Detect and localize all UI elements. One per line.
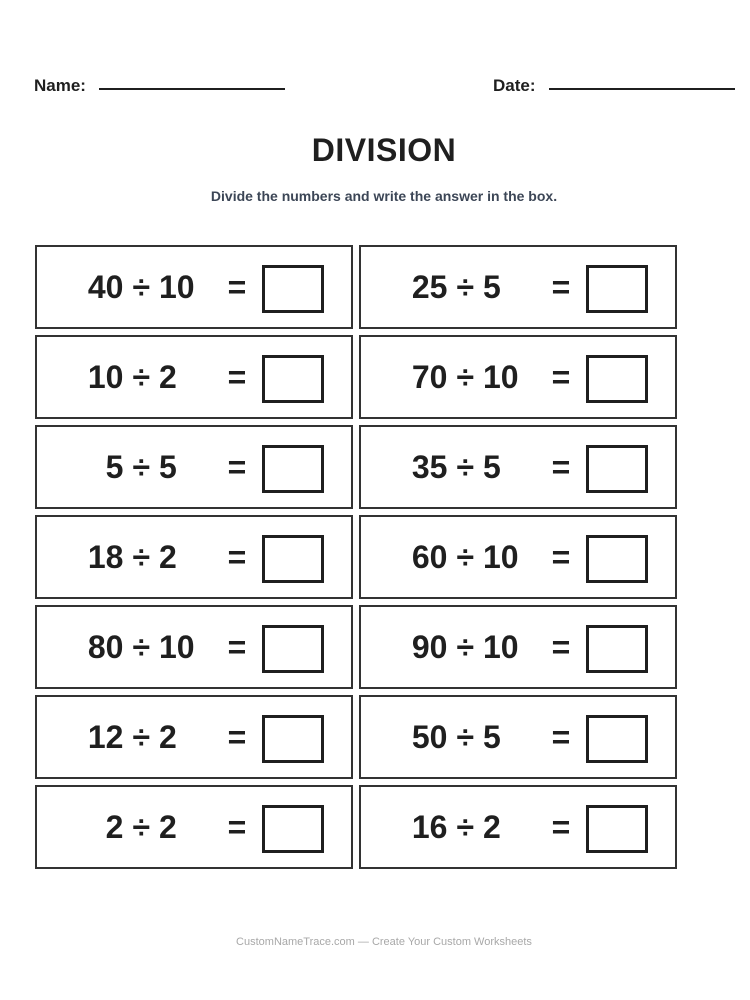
date-field[interactable] xyxy=(493,76,735,96)
name-line[interactable] xyxy=(99,88,285,90)
division-sign: ÷ xyxy=(456,359,474,395)
division-sign: ÷ xyxy=(456,629,474,665)
divisor: 2 xyxy=(159,719,177,755)
answer-box[interactable] xyxy=(586,445,648,493)
problem-expression xyxy=(361,427,521,507)
problem-cell xyxy=(35,695,353,779)
dividend: 18 xyxy=(87,539,124,575)
date-label: Date: xyxy=(493,76,536,95)
division-sign: ÷ xyxy=(456,539,474,575)
answer-box[interactable] xyxy=(262,535,324,583)
problem-expression xyxy=(361,697,521,777)
equals-sign: = xyxy=(227,539,247,575)
answer-box[interactable] xyxy=(262,355,324,403)
dividend: 70 xyxy=(411,359,448,395)
division-sign: ÷ xyxy=(132,629,150,665)
problem-cell xyxy=(359,425,677,509)
division-sign: ÷ xyxy=(456,269,474,305)
problem-expression xyxy=(37,697,197,777)
equals-sign: = xyxy=(227,449,247,485)
problem-cell xyxy=(359,245,677,329)
dividend: 60 xyxy=(411,539,448,575)
dividend: 40 xyxy=(87,269,124,305)
problem-cell xyxy=(35,335,353,419)
problem-expression xyxy=(361,787,521,867)
problem-expression xyxy=(37,787,197,867)
dividend: 10 xyxy=(87,359,124,395)
divisor: 5 xyxy=(159,449,177,485)
problem-expression xyxy=(361,337,521,417)
division-sign: ÷ xyxy=(456,449,474,485)
division-sign: ÷ xyxy=(132,719,150,755)
problem-cell xyxy=(359,695,677,779)
divisor: 5 xyxy=(483,269,501,305)
equals-sign: = xyxy=(551,809,571,845)
divisor: 10 xyxy=(159,269,195,305)
problem-cell xyxy=(35,785,353,869)
division-sign: ÷ xyxy=(132,359,150,395)
dividend: 2 xyxy=(105,809,124,845)
division-sign: ÷ xyxy=(132,449,150,485)
equals-sign: = xyxy=(227,719,247,755)
divisor: 10 xyxy=(483,539,519,575)
division-sign: ÷ xyxy=(456,719,474,755)
problem-expression xyxy=(37,337,197,417)
division-sign: ÷ xyxy=(132,539,150,575)
dividend: 50 xyxy=(411,719,448,755)
divisor: 2 xyxy=(483,809,501,845)
problem-cell xyxy=(35,245,353,329)
answer-box[interactable] xyxy=(262,625,324,673)
answer-box[interactable] xyxy=(586,535,648,583)
equals-sign: = xyxy=(227,809,247,845)
dividend: 90 xyxy=(411,629,448,665)
equals-sign: = xyxy=(551,449,571,485)
divisor: 5 xyxy=(483,449,501,485)
equals-sign: = xyxy=(227,359,247,395)
division-sign: ÷ xyxy=(132,269,150,305)
answer-box[interactable] xyxy=(262,265,324,313)
dividend: 80 xyxy=(87,629,124,665)
equals-sign: = xyxy=(227,269,247,305)
problem-cell xyxy=(359,605,677,689)
equals-sign: = xyxy=(227,629,247,665)
equals-sign: = xyxy=(551,719,571,755)
divisor: 2 xyxy=(159,539,177,575)
problem-expression xyxy=(361,607,521,687)
answer-box[interactable] xyxy=(586,805,648,853)
problem-expression xyxy=(37,247,197,327)
problem-cell xyxy=(35,425,353,509)
problem-expression xyxy=(361,517,521,597)
equals-sign: = xyxy=(551,629,571,665)
problem-expression xyxy=(361,247,521,327)
divisor: 10 xyxy=(483,629,519,665)
answer-box[interactable] xyxy=(586,265,648,313)
answer-box[interactable] xyxy=(586,715,648,763)
divisor: 2 xyxy=(159,809,177,845)
problem-cell xyxy=(35,515,353,599)
divisor: 10 xyxy=(483,359,519,395)
problem-cell xyxy=(359,515,677,599)
answer-box[interactable] xyxy=(586,625,648,673)
divisor: 2 xyxy=(159,359,177,395)
name-label: Name: xyxy=(34,76,86,95)
dividend: 5 xyxy=(105,449,124,485)
equals-sign: = xyxy=(551,539,571,575)
dividend: 12 xyxy=(87,719,124,755)
problem-cell xyxy=(35,605,353,689)
problem-cell xyxy=(359,785,677,869)
problem-expression xyxy=(37,427,197,507)
problem-expression xyxy=(37,517,197,597)
problem-cell xyxy=(359,335,677,419)
dividend: 25 xyxy=(411,269,448,305)
divisor: 5 xyxy=(483,719,501,755)
answer-box[interactable] xyxy=(262,715,324,763)
equals-sign: = xyxy=(551,269,571,305)
name-field[interactable] xyxy=(34,76,285,96)
date-line[interactable] xyxy=(549,88,735,90)
dividend: 16 xyxy=(411,809,448,845)
worksheet-instructions: Divide the numbers and write the answer in the box. xyxy=(210,188,558,204)
answer-box[interactable] xyxy=(262,445,324,493)
equals-sign: = xyxy=(551,359,571,395)
division-sign: ÷ xyxy=(456,809,474,845)
answer-box[interactable] xyxy=(586,355,648,403)
worksheet-title: DIVISION xyxy=(311,132,457,168)
footer-credit: CustomNameTrace.com — Create Your Custom Worksheets xyxy=(236,936,532,948)
problem-expression xyxy=(37,607,197,687)
dividend: 35 xyxy=(411,449,448,485)
division-sign: ÷ xyxy=(132,809,150,845)
divisor: 10 xyxy=(159,629,195,665)
worksheet-header xyxy=(34,76,737,100)
answer-box[interactable] xyxy=(262,805,324,853)
